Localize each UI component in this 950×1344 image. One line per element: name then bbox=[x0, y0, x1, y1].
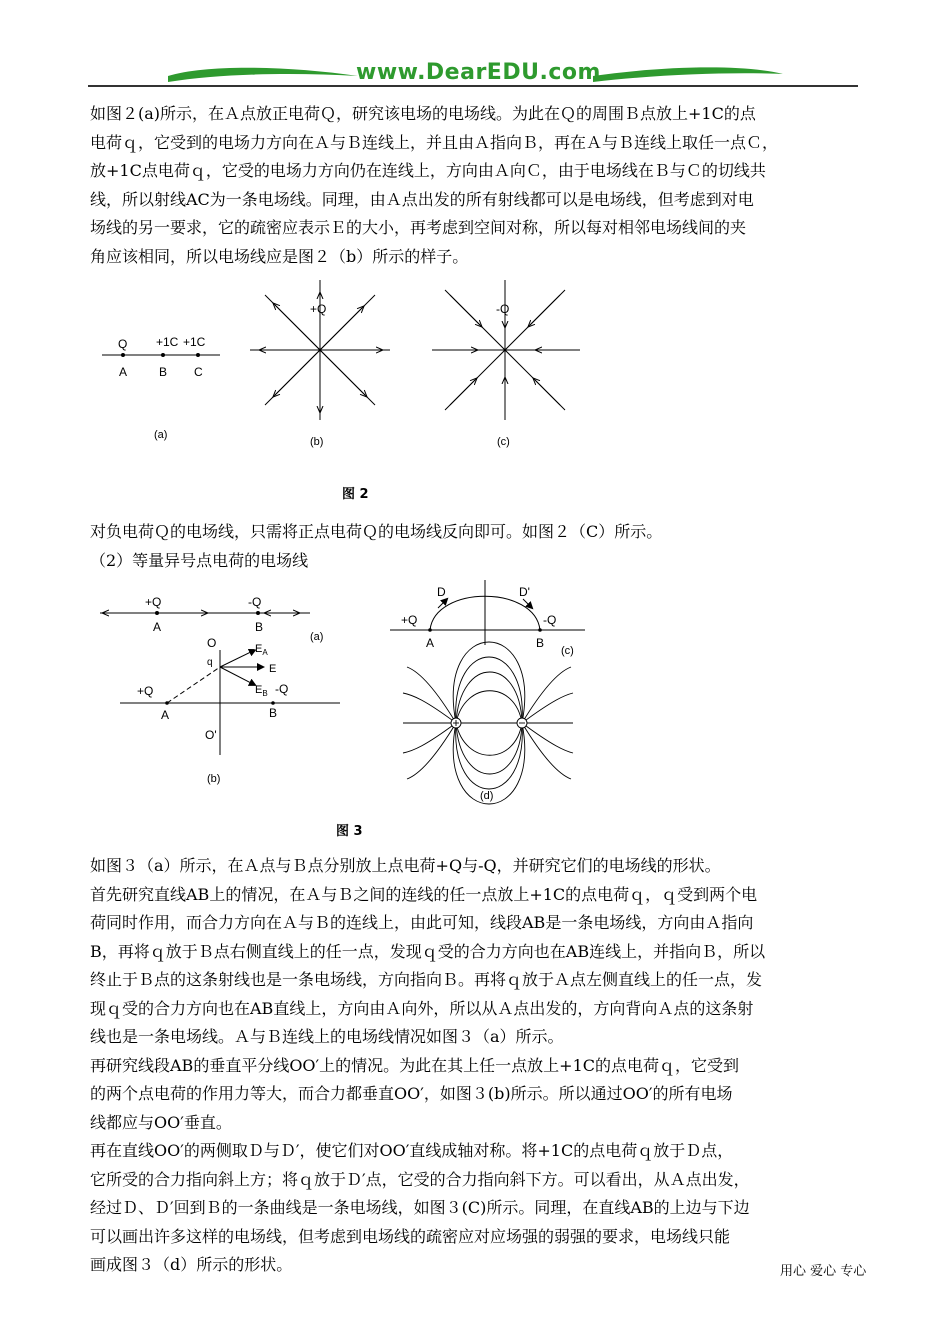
para3-line: 画成图３（d）所示的形状。 bbox=[90, 1255, 293, 1274]
fig2a-label-1C-c: +1C bbox=[183, 335, 206, 349]
fig3c-D: D bbox=[437, 585, 446, 599]
fig3c-B: B bbox=[536, 636, 545, 650]
fig3a-minusQ: -Q bbox=[248, 595, 262, 609]
para3-line: 线也是一条电场线。Ａ与Ｂ连线上的电场线情况如图３（a）所示。 bbox=[90, 1027, 564, 1046]
para3-line: 终止于Ｂ点的这条射线也是一条电场线，方向指向Ｂ。再将ｑ放于Ａ点左侧直线上的任一点，发 bbox=[90, 970, 763, 989]
para3-line: 现ｑ受的合力方向也在AB直线上，方向由Ａ向外，所以从Ａ点出发的，方向背向Ａ点的这条射 bbox=[90, 998, 754, 1018]
paragraph-1 bbox=[90, 100, 860, 271]
fig3a-sublabel: (a) bbox=[310, 631, 324, 643]
fig2c-sublabel: (c) bbox=[497, 436, 510, 448]
fig3b-Oprime: O' bbox=[205, 728, 217, 742]
fig2b-charge: +Q bbox=[310, 302, 327, 316]
para3-line: 可以画出许多这样的电场线，但考虑到电场线的疏密应对应场强的弱强的要求，电场线只能 bbox=[90, 1226, 731, 1246]
figure-3c bbox=[390, 580, 585, 657]
para3-line: 荷同时作用，而合力方向在Ａ与Ｂ的连线上，由此可知，线段AB是一条电场线，方向由Ａ指向 bbox=[90, 913, 754, 932]
fig2a-sublabel: (a) bbox=[154, 429, 168, 441]
fig3c-Dprime: D' bbox=[519, 585, 530, 599]
para3-line: 它所受的合力指向斜上方；将ｑ放于Ｄ′点，它受的合力指向斜下方。可以看出，从Ａ点出发， bbox=[90, 1169, 750, 1189]
paragraph-2 bbox=[90, 518, 860, 575]
para1-line: 放+1C点电荷ｑ，它受的电场力方向仍在连线上，方向由Ａ向Ｃ，由于电场线在Ｂ与Ｃ的切线共 bbox=[90, 161, 766, 180]
fig3a-A: A bbox=[153, 620, 162, 634]
fig3b-EB-sub: B bbox=[262, 689, 268, 698]
para3-line: 首先研究直线AB上的情况，在Ａ与Ｂ之间的连线的任一点放上+1C的点电荷ｑ，ｑ受到两个电 bbox=[90, 884, 758, 904]
figure-3-caption: 图 3 bbox=[336, 824, 363, 839]
para3-line: 如图３（a）所示，在Ａ点与Ｂ点分别放上点电荷+Q与-Q，并研究它们的电场线的形状。 bbox=[90, 856, 721, 875]
fig3c-minusQ: -Q bbox=[543, 613, 557, 627]
fig2a-label-C: C bbox=[194, 365, 203, 379]
fig3b-EA bbox=[255, 643, 268, 657]
fig3b-q: q bbox=[207, 657, 213, 668]
paragraph-3 bbox=[90, 852, 860, 1280]
fig3b-B: B bbox=[269, 706, 278, 720]
fig3c-A: A bbox=[426, 636, 435, 650]
fig3b-sublabel: (b) bbox=[207, 773, 221, 785]
fig2b-sublabel: (b) bbox=[310, 436, 324, 448]
para3-line: 经过Ｄ、Ｄ′回到Ｂ的一条曲线是一条电场线，如图３(C)所示。同理，在直线AB的上边与下边 bbox=[90, 1198, 750, 1217]
page-header bbox=[88, 58, 858, 94]
para1-line: 线，所以射线AC为一条电场线。同理，由Ａ点出发的所有射线都可以是电场线，但考虑到对电 bbox=[90, 189, 754, 209]
figure-2c bbox=[432, 280, 580, 448]
fig3d-sublabel: (d) bbox=[480, 790, 494, 802]
para2-line: 对负电荷Ｑ的电场线，只需将正点电荷Ｑ的电场线反向即可。如图２（C）所示。 bbox=[90, 522, 663, 541]
fig3b-EB bbox=[255, 684, 268, 698]
fig3b-A: A bbox=[161, 708, 170, 722]
fig3b-minusQ: -Q bbox=[275, 682, 289, 696]
para3-line: 线都应与OO′垂直。 bbox=[90, 1112, 232, 1132]
figure-2a bbox=[102, 335, 220, 441]
fig3a-plusQ: +Q bbox=[145, 595, 162, 609]
figure-3b bbox=[120, 636, 340, 785]
fig3b-plusQ: +Q bbox=[137, 684, 154, 698]
fig3b-E: E bbox=[269, 663, 277, 675]
para2-line: （2）等量异号点电荷的电场线 bbox=[90, 550, 309, 570]
fig2a-label-B: B bbox=[159, 365, 168, 379]
para1-line: 如图２(a)所示，在Ａ点放正电荷Ｑ，研究该电场的电场线。为此在Ｑ的周围Ｂ点放上+1C的点 bbox=[90, 104, 756, 123]
fig3a-B: B bbox=[255, 620, 264, 634]
para1-line: 场线的另一要求，它的疏密应表示Ｅ的大小，再考虑到空间对称，所以每对相邻电场线间的夹 bbox=[90, 218, 747, 237]
para3-line: 再在直线OO′的两侧取Ｄ与Ｄ′，使它们对OO′直线成轴对称。将+1C的点电荷ｑ放于Ｄ点， bbox=[90, 1141, 734, 1160]
para3-line: B，再将ｑ放于Ｂ点右侧直线上的任一点，发现ｑ受的合力方向也在AB连线上，并指向Ｂ，所以 bbox=[90, 941, 766, 961]
figure-2-caption: 图 2 bbox=[342, 487, 369, 502]
fig3b-EB-base: E bbox=[255, 684, 263, 696]
figure-3d bbox=[403, 642, 573, 804]
para1-line: 电荷ｑ，它受到的电场力方向在Ａ与Ｂ连线上，并且由Ａ指向Ｂ，再在Ａ与Ｂ连线上取任一点Ｃ， bbox=[90, 132, 779, 152]
header-site-url[interactable]: www.DearEDU.com bbox=[356, 60, 601, 85]
para3-line: 的两个点电荷的作用力等大，而合力都垂直OO′，如图３(b)所示。所以通过OO′的所有电场 bbox=[90, 1084, 733, 1103]
fig3c-sublabel: (c) bbox=[561, 645, 574, 657]
fig2c-charge: -Q bbox=[496, 302, 510, 316]
fig3b-EA-base: E bbox=[255, 643, 263, 655]
figure-2 bbox=[90, 270, 610, 470]
para3-line: 再研究线段AB的垂直平分线OO′上的情况。为此在其上任一点放上+1C的点电荷ｑ，它受到 bbox=[90, 1055, 740, 1075]
fig3c-plusQ: +Q bbox=[401, 613, 418, 627]
fig2a-label-1C-b: +1C bbox=[156, 335, 179, 349]
figure-3 bbox=[95, 575, 595, 810]
para1-line: 角应该相同，所以电场线应是图２（b）所示的样子。 bbox=[90, 246, 469, 266]
figure-2b bbox=[250, 280, 390, 448]
fig3b-O: O bbox=[207, 636, 217, 650]
fig2a-label-A: A bbox=[119, 365, 128, 379]
fig3b-EA-sub: A bbox=[262, 648, 268, 657]
header-rule bbox=[88, 85, 858, 87]
page-footer: 用心 爱心 专心 bbox=[780, 1264, 867, 1279]
fig2a-label-Q: Q bbox=[118, 337, 128, 351]
